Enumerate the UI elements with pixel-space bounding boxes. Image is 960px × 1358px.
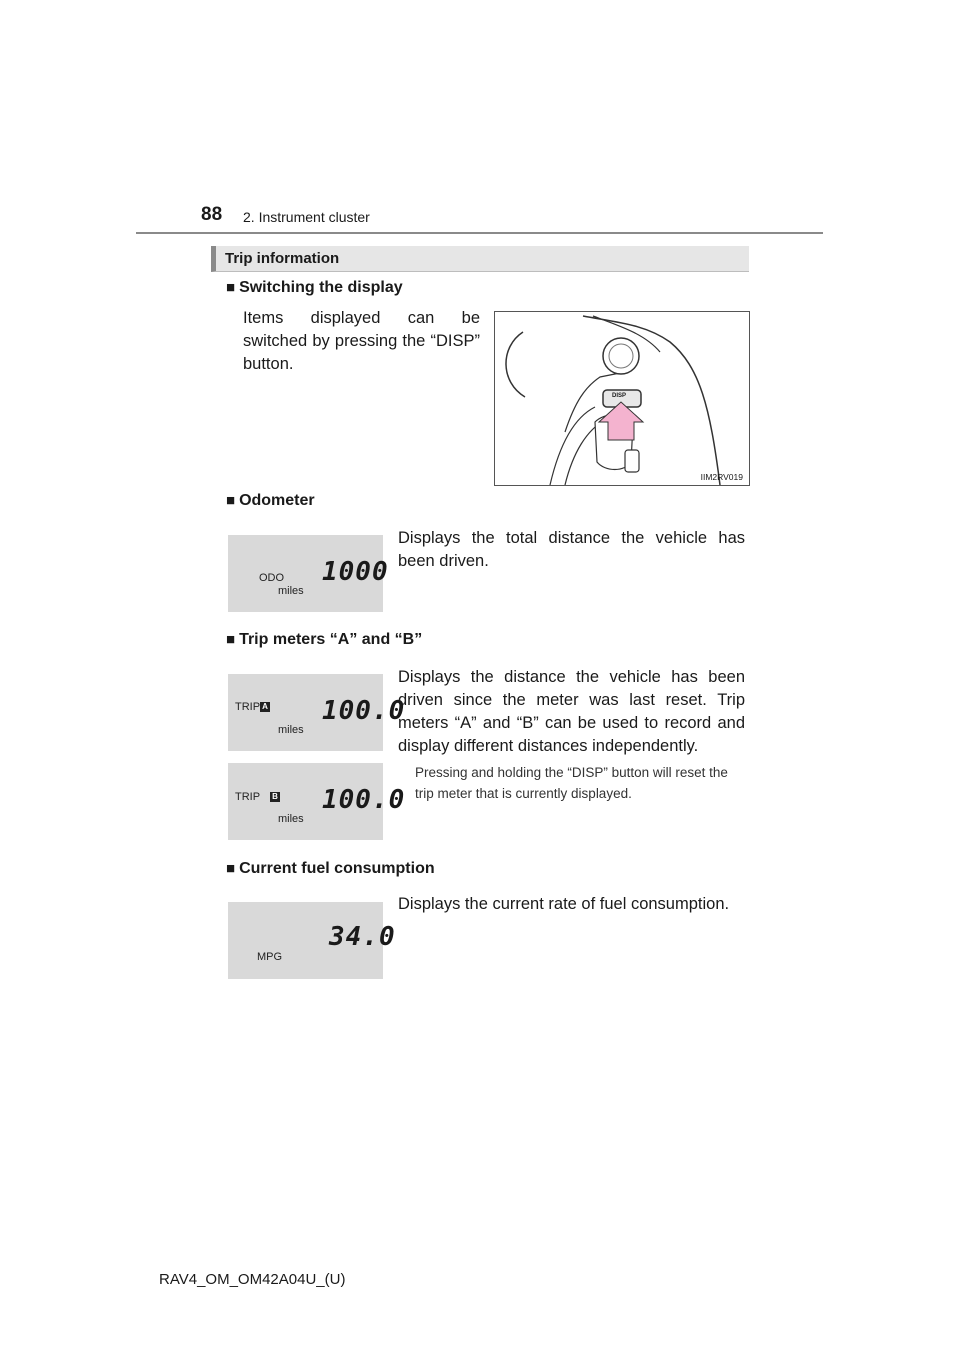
fuel-heading	[226, 860, 435, 878]
odo-unit: miles	[278, 585, 304, 597]
fuel-value: 34.0	[329, 922, 396, 952]
section-bar	[211, 246, 749, 272]
trip-a-display	[228, 674, 406, 751]
square-bullet-icon: ■	[226, 860, 236, 877]
switching-heading-text: Switching the display	[239, 279, 403, 296]
image-reference-label: IIM2RV019	[700, 472, 743, 482]
header-rule	[136, 232, 823, 234]
trip-b-badge: B	[270, 792, 280, 802]
trip-b-display	[228, 763, 406, 840]
page-number: 88	[201, 204, 223, 225]
steering-wheel-illustration	[494, 311, 750, 486]
trip-a-label: TRIP	[235, 701, 261, 713]
trip-a-unit: miles	[278, 724, 304, 736]
square-bullet-icon: ■	[226, 279, 236, 296]
square-bullet-icon: ■	[226, 492, 236, 509]
fuel-body: Displays the current rate of fuel consumption.	[398, 895, 730, 913]
square-bullet-icon: ■	[226, 631, 236, 648]
switching-body: Items displayed can be switched by pressing the “DISP” button.	[243, 309, 480, 373]
odometer-body: Displays the total distance the vehicle has been driven.	[398, 529, 745, 570]
disp-button-label: DISP	[612, 393, 627, 399]
section-title: Trip information	[225, 250, 340, 267]
trip-a-badge: A	[260, 702, 270, 712]
switching-heading	[226, 279, 403, 297]
trip-note: Pressing and holding the “DISP” button will reset the trip meter that is currently displayed.	[415, 765, 728, 801]
mpg-label: MPG	[257, 951, 283, 963]
trip-a-value: 100.0	[322, 696, 406, 726]
trip-b-label: TRIP	[235, 791, 261, 803]
fuel-heading-text: Current fuel consumption	[239, 860, 435, 877]
fuel-display	[228, 902, 396, 979]
trip-b-unit: miles	[278, 813, 304, 825]
odometer-heading-text: Odometer	[239, 492, 315, 509]
footer-code: RAV4_OM_OM42A04U_(U)	[159, 1271, 346, 1288]
trip-body: Displays the distance the vehicle has been driven since the meter was last reset. Trip meters “A” and “B” can be used to record and display different distances independently.	[398, 668, 745, 755]
odo-value: 1000	[322, 557, 389, 587]
odometer-heading	[226, 492, 315, 510]
chapter-title: 2. Instrument cluster	[243, 209, 370, 225]
odometer-display	[228, 535, 389, 612]
odo-label: ODO	[259, 572, 285, 584]
trip-b-value: 100.0	[322, 785, 406, 815]
trip-heading-text: Trip meters “A” and “B”	[239, 631, 423, 648]
trip-heading	[226, 631, 422, 649]
